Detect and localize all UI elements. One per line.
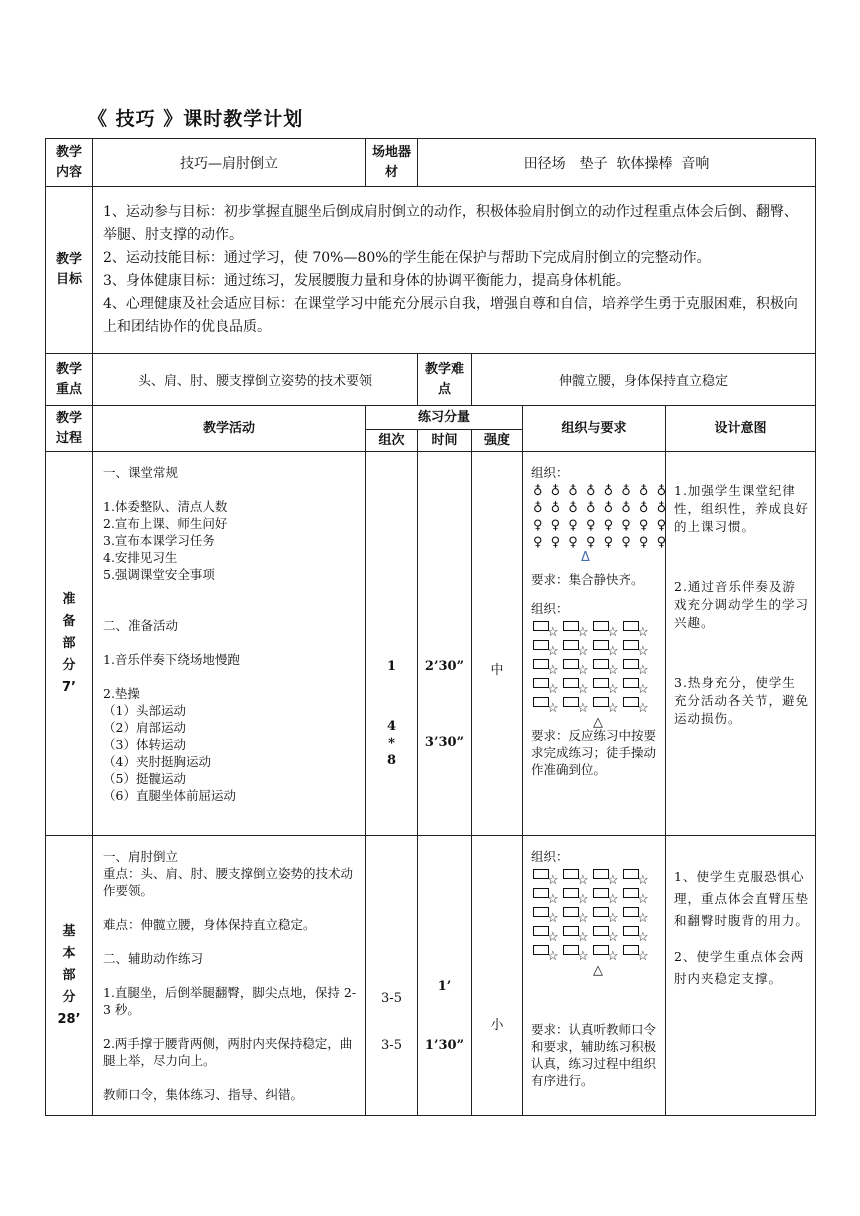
main-activity-line: 重点：头、肩、肘、腰支撑倒立姿势的技术动作要领。 xyxy=(103,866,354,898)
main-intensity: 小 xyxy=(472,836,523,1116)
student-star-icon: ☆ xyxy=(547,644,559,659)
student-star-icon: ☆ xyxy=(547,892,559,907)
main-time xyxy=(418,836,472,1116)
prep-intent-1: 1.加强学生课堂纪律性，组织性，养成良好的上课习惯。 xyxy=(674,483,810,534)
student-star-icon: ☆ xyxy=(607,682,619,697)
prep-activity-line xyxy=(103,583,357,600)
student-star-icon: ☆ xyxy=(607,911,619,926)
main-intent-2: 2、使学生重点体会两肘内夹稳定支撑。 xyxy=(674,949,805,986)
main-activity-line: 难点：伸髋立腰，身体保持直立稳定。 xyxy=(103,917,316,932)
student-star-icon: ☆ xyxy=(547,911,559,926)
student-star-icon: ☆ xyxy=(577,892,589,907)
main-org-label: 组织： xyxy=(531,849,569,864)
sets-header: 组次 xyxy=(366,430,418,452)
formation-row-1: ♁ ♁ ♁ ♁ ♁ ♁ ♁ ♁ xyxy=(533,484,669,499)
prep-sets-2c: 8 xyxy=(386,753,397,768)
prep-part-text: 准 备 部 分 7’ xyxy=(62,591,76,695)
prep-sets-2b: * xyxy=(388,736,395,751)
student-star-icon: ☆ xyxy=(637,911,649,926)
student-star-icon: ☆ xyxy=(637,644,649,659)
org-header: 组织与要求 xyxy=(523,406,666,452)
prep-activity-line: 2.宣布上课、师生问好 xyxy=(103,516,228,531)
prep-activity-line: （6）直腿坐体前屈运动 xyxy=(103,788,236,803)
student-star-icon: ☆ xyxy=(607,949,619,964)
mat-formation-diagram xyxy=(531,621,653,730)
prep-part-label xyxy=(46,452,93,836)
main-activity-line: 教师口令，集体练习、指导、纠错。 xyxy=(103,1087,304,1102)
objective-4: 4、心理健康及社会适应目标：在课堂学习中能充分展示自我，增强自尊和自信，培养学生勇于克服困难，积极向上和团结协作的优良品质。 xyxy=(103,296,798,335)
prep-activity-line: 二、准备活动 xyxy=(103,618,179,633)
student-star-icon: ☆ xyxy=(547,701,559,716)
main-activity-line: 一、肩肘倒立 xyxy=(103,849,179,864)
student-star-icon: ☆ xyxy=(547,930,559,945)
prep-sets-2: 4 xyxy=(386,719,397,734)
mat-formation-diagram-main xyxy=(531,869,653,978)
student-star-icon: ☆ xyxy=(547,873,559,888)
main-activity-line xyxy=(103,933,357,950)
content-value: 技巧—肩肘倒立 xyxy=(93,139,366,187)
page-title: 《 技巧 》课时教学计划 xyxy=(88,108,304,130)
student-star-icon: ☆ xyxy=(637,663,649,678)
prep-time xyxy=(418,452,472,836)
prep-intent xyxy=(666,452,816,836)
prep-org-req-2: 要求：反应练习中按要求完成练习；徒手操动作准确到位。 xyxy=(531,728,657,777)
prep-intensity: 中 xyxy=(472,452,523,836)
main-activities xyxy=(93,836,366,1116)
teacher-triangle-icon: △ xyxy=(593,715,603,730)
prep-activity-line: （2）肩部运动 xyxy=(103,720,186,735)
difficulty-value: 伸髋立腰，身体保持直立稳定 xyxy=(472,354,816,406)
prep-sets-1: 1 xyxy=(386,659,397,674)
student-star-icon: ☆ xyxy=(577,701,589,716)
prep-activity-line: 2.垫操 xyxy=(103,686,140,701)
student-star-icon: ☆ xyxy=(607,644,619,659)
student-star-icon: ☆ xyxy=(547,949,559,964)
prep-activity-line xyxy=(103,600,357,617)
venue-label: 场地器材 xyxy=(366,139,418,187)
prep-organization xyxy=(523,452,669,836)
objectives-label: 教学目标 xyxy=(46,187,93,354)
main-part-text: 基 本 部 分 28’ xyxy=(57,923,81,1027)
main-organization xyxy=(523,836,666,1116)
prep-activity-line: （4）夹肘挺胸运动 xyxy=(103,754,211,769)
main-activity-line xyxy=(103,899,357,916)
prep-formation-rows xyxy=(533,483,669,565)
prep-activity-line: 一、课堂常规 xyxy=(103,465,179,480)
main-activity-line xyxy=(103,967,357,984)
prep-org-req-1: 要求：集合静快齐。 xyxy=(531,572,644,587)
prep-activity-line: （3）体转运动 xyxy=(103,737,186,752)
student-star-icon: ☆ xyxy=(607,663,619,678)
prep-time-2: 3’30” xyxy=(424,735,465,750)
difficulty-label: 教学难点 xyxy=(418,354,472,406)
student-star-icon: ☆ xyxy=(607,873,619,888)
student-star-icon: ☆ xyxy=(547,682,559,697)
prep-activity-line xyxy=(103,668,357,685)
prep-activities xyxy=(93,452,366,836)
objective-2: 2、运动技能目标：通过学习，使 70%—80%的学生能在保护与帮助下完成肩肘倒立的完整动作。 xyxy=(103,250,711,266)
student-star-icon: ☆ xyxy=(637,930,649,945)
student-star-icon: ☆ xyxy=(637,682,649,697)
main-time-2: 1’30” xyxy=(424,1038,465,1053)
intent-header: 设计意图 xyxy=(666,406,816,452)
student-star-icon: ☆ xyxy=(547,625,559,640)
main-sets xyxy=(366,836,418,1116)
prep-intent-3: 3.热身充分，使学生充分活动各关节，避免运动损伤。 xyxy=(674,675,810,726)
time-header: 时间 xyxy=(418,430,472,452)
student-star-icon: ☆ xyxy=(637,892,649,907)
main-activity-line: 二、辅助动作练习 xyxy=(103,951,204,966)
main-activity-line xyxy=(103,1069,357,1086)
main-activity-line: 1.直腿坐，后倒举腿翻臀，脚尖点地，保持 2-3 秒。 xyxy=(103,985,357,1017)
prep-intent-2: 2.通过音乐伴奏及游戏充分调动学生的学习兴趣。 xyxy=(674,579,810,630)
prep-activity-line: 3.宣布本课学习任务 xyxy=(103,533,215,548)
lesson-plan-table xyxy=(45,138,816,1116)
formation-row-3: ♀ ♀ ♀ ♀ ♀ ♀ ♀ ♀ xyxy=(533,518,669,533)
student-star-icon: ☆ xyxy=(577,663,589,678)
activity-header: 教学活动 xyxy=(93,406,366,452)
student-star-icon: ☆ xyxy=(637,873,649,888)
venue-value: 田径场 垫子 软体操棒 音响 xyxy=(418,139,816,187)
main-sets-1: 3-5 xyxy=(381,991,402,1006)
prep-activity-line: 1.音乐伴奏下绕场地慢跑 xyxy=(103,652,240,667)
main-activity-line xyxy=(103,1018,357,1035)
prep-org-label-1: 组织： xyxy=(531,465,569,480)
prep-activity-line: （1）头部运动 xyxy=(103,703,186,718)
formation-row-2: ♁ ♁ ♁ ♁ ♁ ♁ ♁ ♁ xyxy=(533,501,669,516)
content-label: 教学内容 xyxy=(46,139,93,187)
main-org-req: 要求：认真听教师口令和要求，辅助练习积极认真，练习过程中组织有序进行。 xyxy=(531,1022,657,1088)
student-star-icon: ☆ xyxy=(577,682,589,697)
teacher-mark: Δ xyxy=(581,550,590,565)
objective-3: 3、身体健康目标：通过练习，发展腰腹力量和身体的协调平衡能力，提高身体机能。 xyxy=(103,273,630,289)
prep-activity-line: 4.安排见习生 xyxy=(103,550,178,565)
student-star-icon: ☆ xyxy=(577,949,589,964)
student-star-icon: ☆ xyxy=(607,930,619,945)
main-activity-line: 2.两手撑于腰背两侧，两肘内夹保持稳定，曲腿上举，尽力向上。 xyxy=(103,1036,353,1068)
prep-time-1: 2’30” xyxy=(424,659,465,674)
student-star-icon: ☆ xyxy=(607,625,619,640)
objectives-text xyxy=(93,187,816,354)
prep-activity-line xyxy=(103,634,357,651)
main-sets-2: 3-5 xyxy=(381,1038,402,1053)
process-header: 教学过程 xyxy=(46,406,93,452)
main-intent-1: 1、使学生克服恐惧心理，重点体会直臂压垫和翻臀时腹背的用力。 xyxy=(674,869,810,928)
load-header: 练习分量 xyxy=(366,406,523,430)
key-point-label: 教学重点 xyxy=(46,354,93,406)
formation-row-4: ♀ ♀ ♀ ♀ ♀ ♀ ♀ ♀ xyxy=(533,535,669,550)
student-star-icon: ☆ xyxy=(637,625,649,640)
student-star-icon: ☆ xyxy=(547,663,559,678)
main-time-1: 1’ xyxy=(437,979,452,994)
student-star-icon: ☆ xyxy=(577,873,589,888)
student-star-icon: ☆ xyxy=(577,644,589,659)
student-star-icon: ☆ xyxy=(577,625,589,640)
objective-1: 1、运动参与目标：初步掌握直腿坐后倒成肩肘倒立的动作，积极体验肩肘倒立的动作过程重点体会后倒、翻臀、举腿、肘支撑的动作。 xyxy=(103,204,798,243)
student-star-icon: ☆ xyxy=(607,701,619,716)
prep-activity-line: 1.体委整队、清点人数 xyxy=(103,499,228,514)
key-point-value: 头、肩、肘、腰支撑倒立姿势的技术要领 xyxy=(93,354,418,406)
main-intent xyxy=(666,836,816,1116)
student-star-icon: ☆ xyxy=(577,930,589,945)
prep-org-label-2: 组织： xyxy=(531,601,569,616)
student-star-icon: ☆ xyxy=(577,911,589,926)
teacher-triangle-icon: △ xyxy=(593,963,603,978)
prep-sets xyxy=(366,452,418,836)
main-part-label xyxy=(46,836,93,1116)
prep-activity-line: 5.强调课堂安全事项 xyxy=(103,567,215,582)
student-star-icon: ☆ xyxy=(637,701,649,716)
prep-activity-line: （5）挺髋运动 xyxy=(103,771,186,786)
intensity-header: 强度 xyxy=(472,430,523,452)
prep-activity-line xyxy=(103,481,357,498)
student-star-icon: ☆ xyxy=(607,892,619,907)
student-star-icon: ☆ xyxy=(637,949,649,964)
